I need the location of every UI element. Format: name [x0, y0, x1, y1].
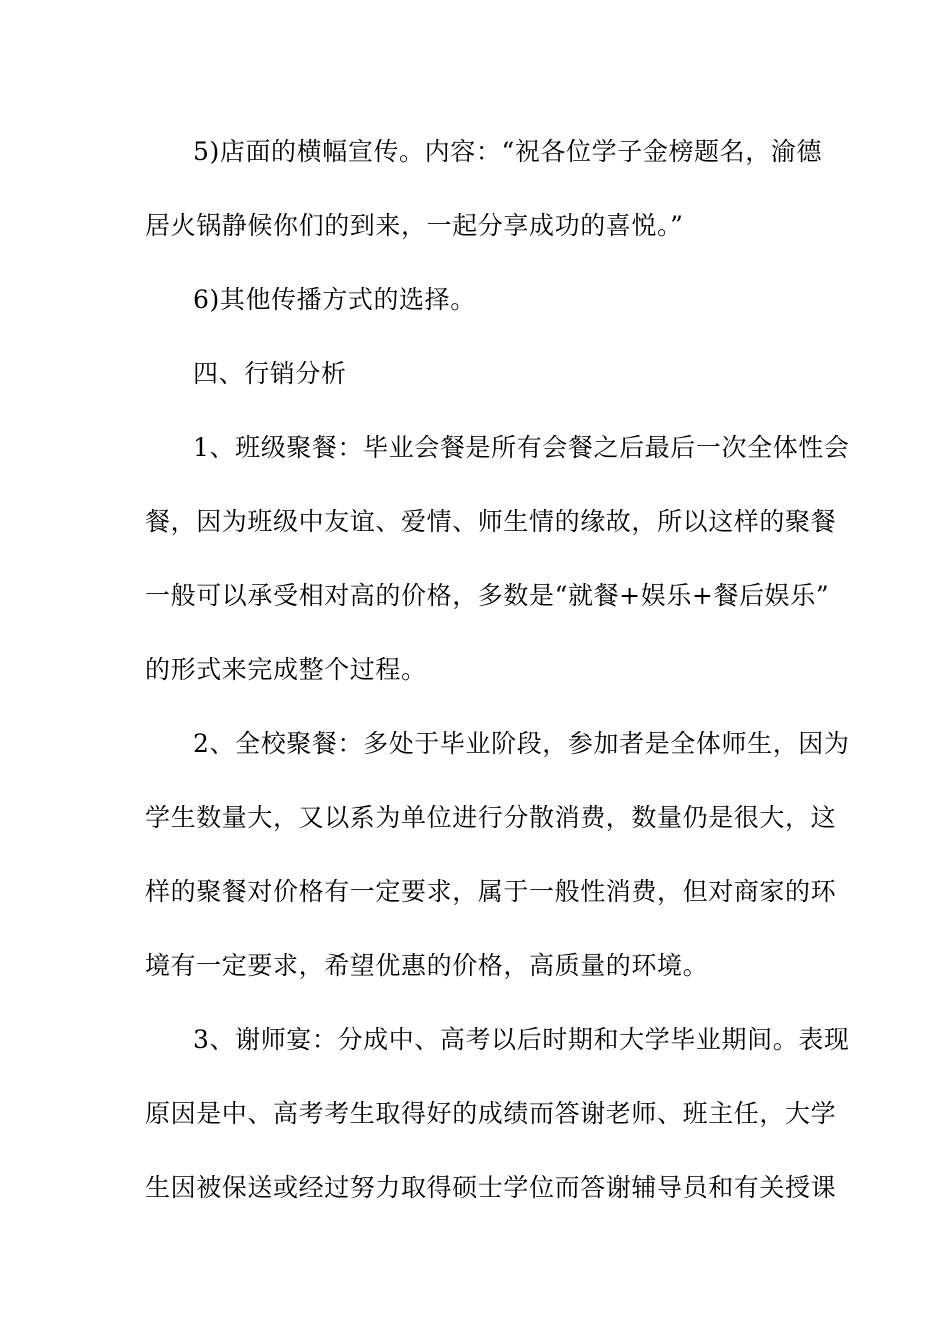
paragraph-line: 居火锅静候你们的到来，一起分享成功的喜悦。”	[145, 211, 684, 240]
paragraph-line: 生因被保送或经过努力取得硕士学位而答谢辅导员和有关授课	[145, 1173, 837, 1202]
paragraph-line: 学生数量大，又以系为单位进行分散消费，数量仍是很大，这	[145, 803, 837, 832]
paragraph-line: 1、班级聚餐：毕业会餐是所有会餐之后最后一次全体性会	[193, 433, 850, 462]
paragraph-line: 餐，因为班级中友谊、爱情、师生情的缘故，所以这样的聚餐	[145, 507, 837, 536]
paragraph-line: 3、谢师宴：分成中、高考以后时期和大学毕业期间。表现	[193, 1025, 850, 1054]
document-page	[145, 0, 850, 1344]
paragraph-line: 境有一定要求，希望优惠的价格，高质量的环境。	[145, 951, 709, 980]
paragraph-line: 的形式来完成整个过程。	[145, 655, 427, 684]
paragraph-line: 原因是中、高考考生取得好的成绩而答谢老师、班主任，大学	[145, 1099, 837, 1128]
paragraph-line: 样的聚餐对价格有一定要求，属于一般性消费，但对商家的环	[145, 877, 837, 906]
paragraph-line: 6)其他传播方式的选择。	[193, 285, 476, 314]
section-heading: 四、行销分析	[193, 359, 347, 388]
paragraph-line: 一般可以承受相对高的价格，多数是“就餐+娱乐+餐后娱乐”	[145, 581, 830, 610]
paragraph-line: 2、全校聚餐：多处于毕业阶段，参加者是全体师生，因为	[193, 729, 850, 758]
paragraph-line: 5)店面的横幅宣传。内容：“祝各位学子金榜题名，渝德	[193, 137, 823, 166]
